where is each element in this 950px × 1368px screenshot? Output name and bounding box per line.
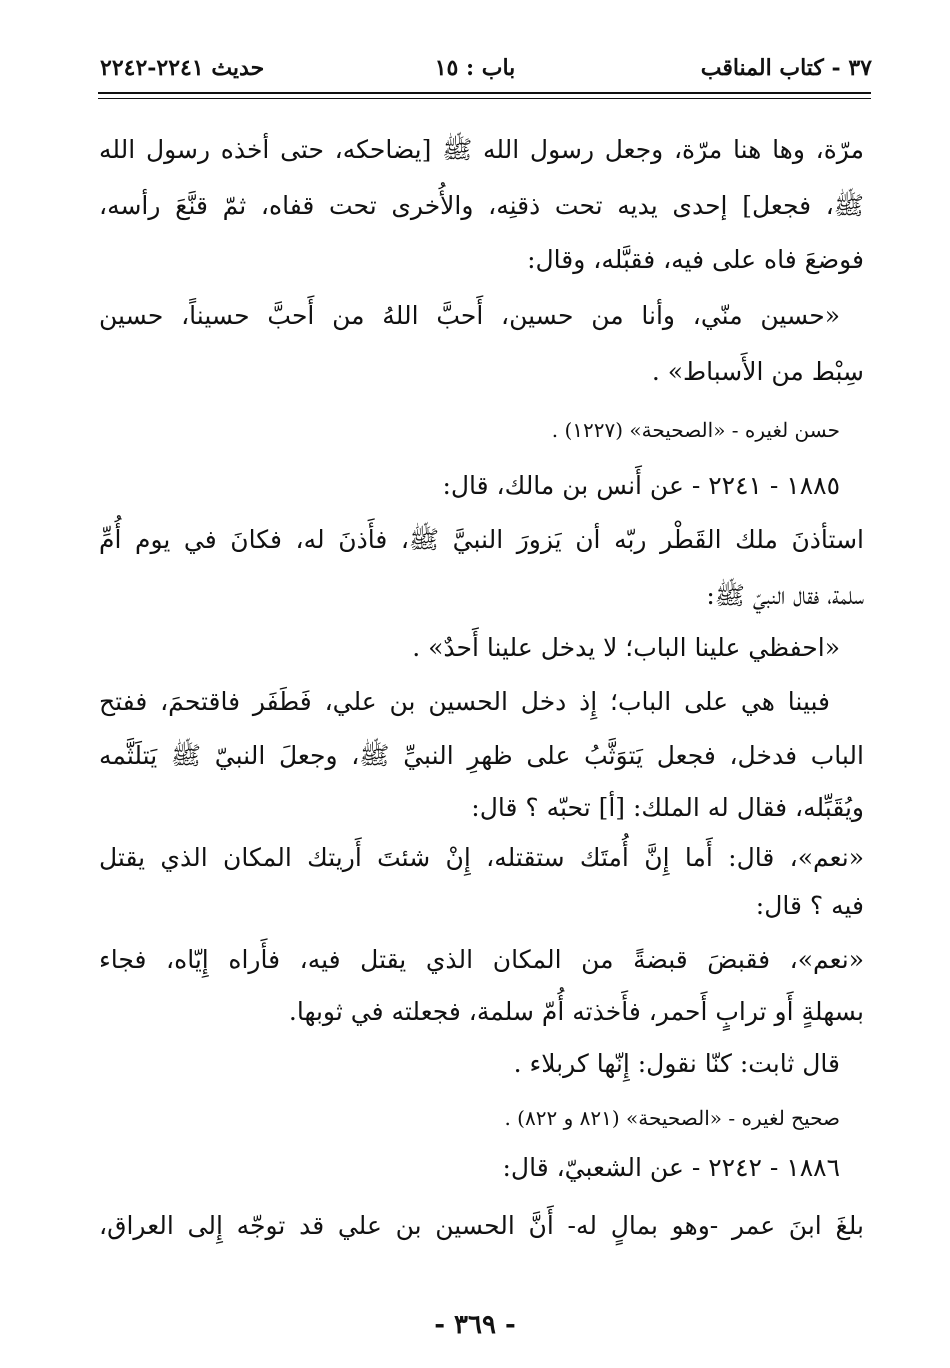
page-number: - ٣٦٩ - (434, 1310, 516, 1340)
text-line: مرّة، وها هنا مرّة، وجعل رسول الله ﷺ [يضاحكه، حتى أخذه رسول الله (99, 135, 864, 164)
header-rule (98, 92, 871, 94)
quote-line: سِبْط من الأَسباط» . (651, 357, 864, 386)
header-rule-thin (98, 98, 871, 99)
text-line: ﷺ، فجعل] إحدى يديه تحت ذقنِه، والأُخرى تحت قفاه، ثمّ قنَّعَ رأسه، (99, 191, 864, 220)
section-label: باب : ١٥ (434, 55, 516, 81)
text-line: فبينا هي على الباب؛ إِذ دخل الحسين بن علي، فَطَفَر فاقتحمَ، ففتح (99, 687, 830, 716)
hadith-number: ١٨٨٦ - ٢٢٤٢ - عن الشعبيّ، قال: (502, 1153, 840, 1182)
grading-note: صحيح لغيره - «الصحيحة» (٨٢١ و ٨٢٢) . (504, 1106, 840, 1130)
hadith-range: حديث ٢٢٤١-٢٢٤٢ (100, 55, 265, 81)
text-line: الباب فدخل، فجعل يَتوَثَّبُ على ظهرِ النبيِّ ﷺ، وجعلَ النبيّ ﷺ يَتلَثَّمه (99, 741, 864, 770)
text-line: فيه ؟ قال: (755, 891, 864, 920)
hadith-number: ١٨٨٥ - ٢٢٤١ - عن أَنس بن مالك، قال: (442, 471, 840, 500)
quote-line: «احفظي علينا الباب؛ لا يدخل علينا أَحدٌ» . (412, 633, 840, 662)
quote-line: «حسين منّي، وأنا من حسين، أَحبَّ اللهُ من أَحبَّ حسيناً، حسين (99, 301, 840, 330)
text-line: ويُقَبِّله، فقال له الملك: [أ] تحبّه ؟ قال: (471, 793, 864, 822)
text-line: بسهلةٍ أَو ترابٍ أَحمر، فأَخذته أُمّ سلمة، فجعلته في ثوبها. (288, 997, 864, 1026)
text-line: استأذنَ ملك القَطْر ربّه أن يَزورَ النبيَّ ﷺ، فأَذنَ له، فكانَ في يوم أُمِّ (99, 525, 864, 554)
text-line: سلمة، فقال النبيّ ﷺ: (706, 581, 864, 610)
quote-line: «نعم»، فقبضَ قبضةً من المكان الذي يقتل فيه، فأَراه إِيّاه، فجاء (99, 945, 864, 974)
text-line: بلغَ ابنَ عمر -وهو بمالٍ له- أَنَّ الحسين بن علي قد توجّه إِلى العراق، (99, 1211, 864, 1240)
text-line: فوضعَ فاه على فيه، فقبَّله، وقال: (527, 245, 864, 274)
text-line: قال ثابت: كنّا نقول: إِنّها كربلاء . (513, 1049, 840, 1078)
quote-line: «نعم»، قال: أَما إِنَّ أُمتَك ستقتله، إِنْ شئتَ أَريتك المكان الذي يقتل (99, 843, 865, 872)
grading-note: حسن لغيره - «الصحيحة» (١٢٢٧) . (551, 418, 840, 442)
chapter-title: ٣٧ - كتاب المناقب (700, 55, 872, 81)
